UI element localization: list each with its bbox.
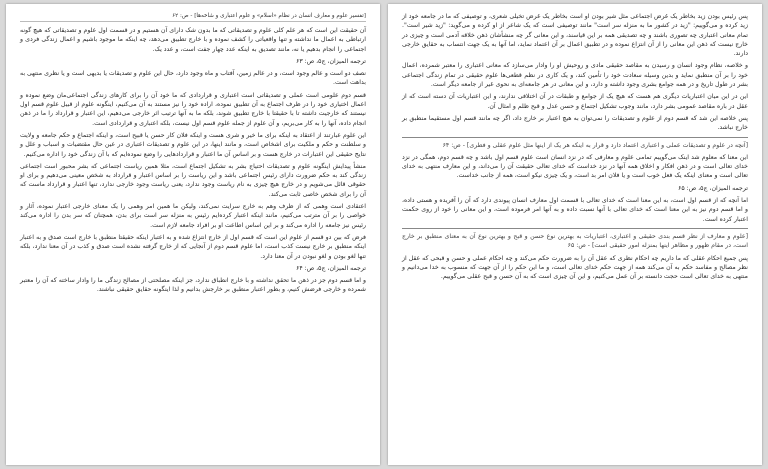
document-page-right[interactable] — [388, 4, 762, 465]
paragraph: این معنا که معلوم شد اینک می‌گوییم تمامی علوم و معارفی که در نزد انسان است علوم قسم اول باشد و چه قسم دوم، همگی در نزد خدای تعالی است و در ذهن افکار و اخلاق همه آنها در نزد خداست که خدای تعالی حقیقت آن را می‌داند، و این معارف منتهی به خدای تعالی است و معنای اینکه یک فعل خوب است و یا فلان امر بد است، و یک چیزی نیکو است، همه از جانب خداست. — [402, 153, 748, 180]
paragraph: آن حقیقت این است که هر علم کلی علوم و تصدیقاتی که ما بدون شک دارای آن هستیم و در قسمت اول علوم و تصدیقاتی که هیچ گونه ارتباطی به اعمال ما نداشته و تنها واقعیاتی را کشف نموده و با خارج تطبیق می‌دهد، چه اینکه ما موجود باشیم و اعمال زندگی فردی و اجتماعی را انجام بدهیم یا نه، مانند تصدیق به اینکه عدد چهار جفت است، و عدد یک. — [20, 27, 366, 53]
page-reference: ترجمه المیزان، ج‌۵، ص: ۶۵ — [678, 184, 748, 192]
paragraph: منشأ پیدایش اینگونه علوم و تصدیقات احتیاج بشر به تشکیل اجتماع است، مثلا همین ریاست اجتماعی که بشر محبور است اجتماعی زندگی کند به حکم ضرورت دارای رئیس اجتماعی باشد و این ریاست را بر اساس اعتبار و قرارداد به شخص معینی می‌دهیم و برای او حقوقی قائل می‌شویم و در خارج هیچ چیزی به نام ریاست وجود ندارد، یعنی ریاست وجود خارجی ندارد، تنها اعتبار و قرارداد ماست که آن را برای شخص خاصی ثابت می‌کند. — [20, 162, 366, 198]
paragraph: این علوم عبارتند از اعتقاد به اینکه برای ما خیر و شری هست و اینکه فلان کار حسن یا قبیح است، و اینکه اجتماع و حکم جامعه و ولایت و سلطنت و حکم و ملکیت برای اشخاص است، و مانند اینها، در این علوم و تصدیقات اعتباری در عین حال مقتضیات و اسباب و علل و نتایج حقیقی این اعتبارات در خارج هست و بر اساس آن ما اعتبار و قراردادهایی را وضع نموده‌ایم که با آن زندگی خود را اداره می‌کنیم. — [20, 131, 366, 158]
page-header: [تفسیر علوم و معارف انسان در نظام «اسلام» و علوم اعتباری و شاخه‌ها] - ص: ۶۲ — [20, 12, 366, 22]
paragraph: و اما قسم دوم جز در ذهن ما تحقق نداشته و با خارج انطباق ندارد، جز اینکه مصلحتی از مصالح زندگی ما را وادار ساخته که آن را معتبر شمرده و خارجی فرضش کنیم، و بطور اعتبار منطبق بر خارجش بدانیم و لذا اینگونه حقایق حقیقی نباشند. — [20, 277, 366, 294]
page-reference: ترجمه المیزان، ج‌۵، ص: ۶۴ — [296, 264, 366, 272]
section-heading: [آنچه در علوم و تصدیقات عملی و اعتباری اعتماد دارد و قرار به اینکه هر یک از اینها مثل علوم عقلی و فطری] - ص: ۶۴ — [442, 141, 748, 149]
paragraph: پس خلاصه این شد که قسم دوم از علوم و تصدیقات را نمی‌توان به هیچ اعتبار بر خارج داد، اگر چه مانند قسم اول مستقیما منطبق بر خارج نباشد. — [402, 114, 748, 132]
paragraph: پس رئیس بودن زید بخاطر یک غرض اجتماعی مثل شیر بودن او است بخاطر یک غرض تخیلی شعری، و توصیفی که ما در جامعه خود از زید کرده و می‌گوییم: "زید در کشور ما به منزله سر است" مانند توصیفی است که یک شاعر از او کرده و می‌گوید: "زید شیر است". تمام معانی اعتباری چه تصوری باشند و چه تصدیقی همه بر این قیاسند، و این معانی گر چه منشأشان ذهن خلاقه آدمی است و چیزی در خارج نیست که ذهن این معانی را از آن انتزاع نموده و در تطبیق اعمال بر آن اعتماد نماید، اما آنها به یک جهت انتساب به حقایق خارجی دارند. — [402, 13, 748, 58]
paragraph: فرض که بین دو قسم از علوم این است که قسم اول از خارج انتزاع شده و به اعتبار اینکه حقیقتا منطبق با خارج است صدق و به اعتبار اینکه منطبق بر خارج نیست کذب است، اما علوم قسم دوم از آنجایی که از خارج گرفته نشده است صدق و کذب در آن معنا ندارد، بلکه تنها لغو بودن و لغو نبودن در آن معنا دارد. — [20, 233, 366, 260]
paragraph: نصف دو است و عالم وجود است، و در عالم زمین، آفتاب و ماه وجود دارد، حال این علوم و تصدیقات یا بدیهی است و یا نظری منتهی به بداهت است. — [20, 70, 366, 87]
paragraph: پس جمیع احکام عقلی که ما داریم چه احکام نظری که عقل آن را به ضرورت حکم می‌کند و چه احکام عملی و حسن و قبحی که عقل از نظر مصالح و مفاسد حکم به آن می‌کند همه از جهت حکم خدای تعالی است، و ما این حکم را از آن جهت که منسوب به خدا می‌دانیم و منتهی به خدای تعالی است حجت دانسته بر آن عمل می‌کنیم، و این آن چیزی است که به آن حسن و قبح عقلی می‌گوییم. — [402, 254, 748, 281]
section-divider — [402, 137, 748, 138]
paragraph: اعتقادی است وهمی که از ظرف وهم به خارج سرایت نمی‌کند، ولیکن ما همین امر وهمی را یک معنای خارجی اعتبار نموده، آثار و خواصی را بر آن مترتب می‌کنیم، مانند اینکه اعتبار کرده‌ایم رئیس به منزله سر است برای بدن، همچنان که سر بدن را اداره می‌کند رئیس نیز جامعه را اداره می‌کند و بر این اساس اطاعت او بر افراد جامعه لازم است. — [20, 203, 366, 229]
section-divider — [402, 228, 748, 229]
page-reference: ترجمه المیزان، ج‌۵، ص: ۶۳ — [296, 57, 366, 65]
document-page-left[interactable] — [6, 4, 380, 465]
paragraph: و خلاصه، نظام وجود انسان و رسیدن به مقاصد حقیقی مادی و روحیش او را وادار می‌سازد که معانی اعتباری را معتبر شمرده، اعمال خود را بر آن منطبق نماید و بدین وسیله سعادت خود را تأمین کند، و یک کاری در نظم قطعی‌ها علوم حقیقی در تمام زندگی اجتماعی بشر در طول تاریخ و در همه جوامع بشری وجود داشته و دارد، و این معانی در هر جامعه‌ای به نحوی غیر از جامعه دیگر است. — [402, 62, 748, 89]
paragraph: قسم دوم علومی است عملی و تصدیقاتی است اعتباری و قراردادی که ما خود آن را برای کارهای زندگی اجتماعی‌مان وضع نموده و اعمال اختیاری خود را در ظرف اجتماع به آن تطبیق نموده، اراده خود را نیز مستند به آن می‌کنیم، اینگونه علوم از قبیل علوم قسم اول نیستند که خارجیت داشته تا با حقیقتا با خارج تطبیق شوند، بلکه ما به آنها ترتیب اثر خارجی می‌دهیم، این اعتبار و قرارداد را ما در ذهن انجام داده، آنها را به کار می‌بریم، و آن علوم از جمله علوم قسم اول نیست، بلکه اعتباری و قراردادی است. — [20, 91, 366, 127]
paragraph: اما آنچه که از قسم اول است، به این معنا است که خدای تعالی با قسمت اول معارف انسان پیوندی دارد که آن را آفریده و هستی داده، و اما قسم دوم نیز به این معنا است که خدای تعالی با آنها نسبت داده و به آنها امر فرموده است، و این معانی را خود از روی حکمت اعتبار کرده است. — [402, 197, 748, 223]
paragraph: این در این میان اعتباریات دیگری هم هست که هیچ یک از جوامع و طبقات در آن اختلافی ندارند، و این اعتباریات آن دسته است که از عقل در باره مقاصد عمومی بشر دارد، مانند وجوب تشکیل اجتماع و حسن عدل و قبح ظلم و امثال آن. — [402, 93, 748, 110]
section-heading: [علوم و معارف از نظر قسم بندی حقیقی و اعتباری، اعتباریات به بهترین نوع حسن و قبح و بهترین نوع آن به معنای منطبق بر خارج است، در مقام ظهور و مظاهر اینها بمنزله امور حقیقی است] - ص: ۶۵ — [402, 232, 748, 250]
